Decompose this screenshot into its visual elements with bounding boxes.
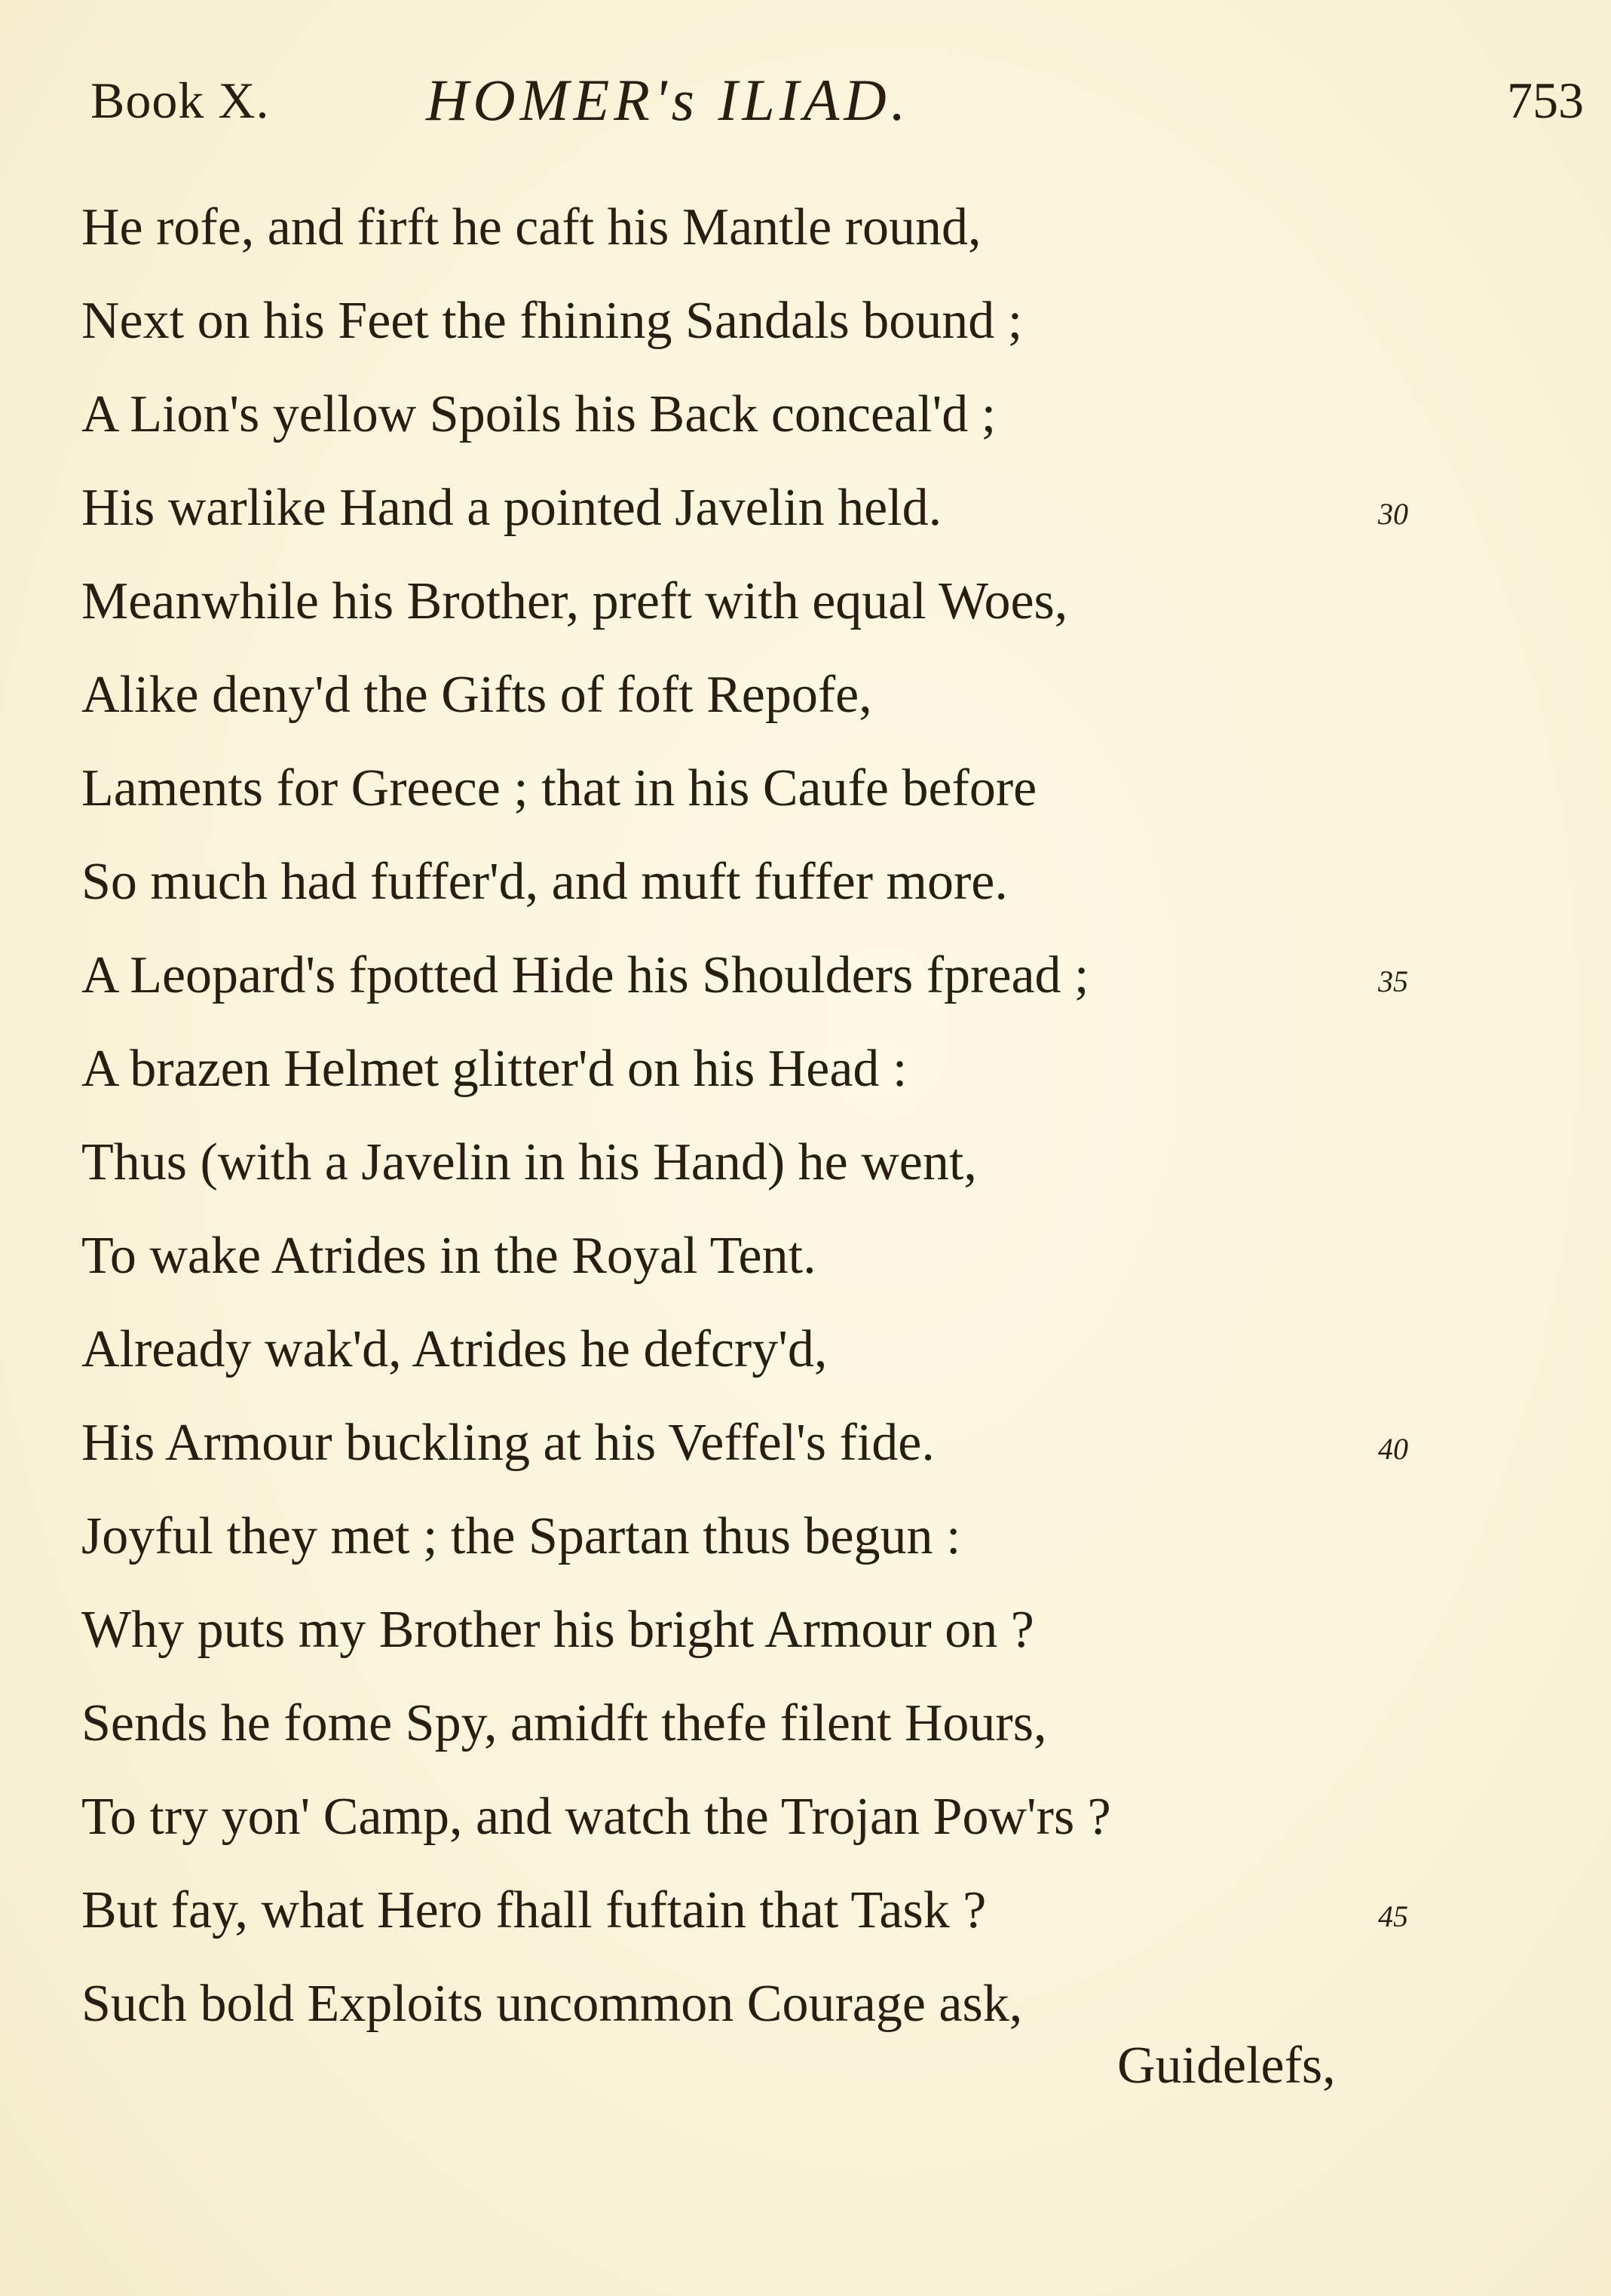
verse-line (81, 555, 1514, 648)
verse-text: Why puts my Brother his bright Armour on ? (81, 1601, 1034, 1659)
verse-text: Alike deny'd the Gifts of foft Repofe, (81, 666, 872, 724)
verse-text: To try yon' Camp, and watch the Trojan Pow'rs ? (81, 1788, 1111, 1846)
verse-text: A Lion's yellow Spoils his Back conceal'd ; (81, 385, 997, 443)
verse-text: Laments for Greece ; that in his Caufe before (81, 759, 1037, 817)
verse-block (81, 181, 1514, 2051)
verse-text: His Armour buckling at his Veffel's fide. (81, 1414, 935, 1472)
verse-text: Thus (with a Javelin in his Hand) he went, (81, 1133, 977, 1191)
verse-line (81, 1022, 1514, 1116)
verse-text: Such bold Exploits uncommon Courage ask, (81, 1975, 1023, 2033)
book-number: X. (218, 72, 270, 129)
verse-line (81, 1209, 1514, 1303)
book-label (90, 71, 269, 130)
verse-line (81, 1396, 1514, 1490)
catchword: Guidelefs, (1117, 2037, 1336, 2095)
verse-text: His warlike Hand a pointed Javelin held. (81, 479, 942, 537)
running-header (90, 66, 1611, 134)
verse-line (81, 1677, 1514, 1770)
line-number: 30 (1378, 497, 1408, 531)
verse-line (81, 181, 1514, 274)
verse-text: A brazen Helmet glitter'd on his Head : (81, 1040, 908, 1098)
running-title: HOMER's ILIAD. (426, 67, 911, 133)
verse-text: But fay, what Hero fhall fuftain that Task ? (81, 1881, 987, 1939)
verse-text: Next on his Feet the fhining Sandals bound ; (81, 292, 1023, 350)
verse-line (81, 1770, 1514, 1864)
verse-text: To wake Atrides in the Royal Tent. (81, 1227, 816, 1285)
page-number: 753 (1507, 72, 1584, 129)
verse-line (81, 1864, 1514, 1957)
verse-line (81, 368, 1514, 461)
verse-text: Sends he fome Spy, amidft thefe filent Hours, (81, 1694, 1047, 1752)
verse-line (81, 1583, 1514, 1677)
verse-text: He rofe, and firft he caft his Mantle round, (81, 198, 982, 256)
verse-line (81, 929, 1514, 1022)
verse-line (81, 742, 1514, 835)
verse-line (81, 274, 1514, 368)
line-number: 40 (1378, 1432, 1408, 1466)
verse-line (81, 835, 1514, 929)
verse-line (81, 1303, 1514, 1396)
line-number: 45 (1378, 1899, 1408, 1933)
verse-text: Meanwhile his Brother, preft with equal Woes, (81, 572, 1068, 630)
verse-text: Already wak'd, Atrides he defcry'd, (81, 1320, 828, 1378)
line-number: 35 (1378, 964, 1408, 998)
verse-text: A Leopard's fpotted Hide his Shoulders fpread ; (81, 946, 1089, 1004)
verse-text: So much had fuffer'd, and muft fuffer more. (81, 853, 1008, 911)
verse-text: Joyful they met ; the Spartan thus begun : (81, 1507, 961, 1565)
verse-line (81, 1490, 1514, 1583)
book-prefix: Book (90, 72, 205, 129)
verse-line (81, 1116, 1514, 1209)
verse-line (81, 461, 1514, 555)
verse-line (81, 648, 1514, 742)
